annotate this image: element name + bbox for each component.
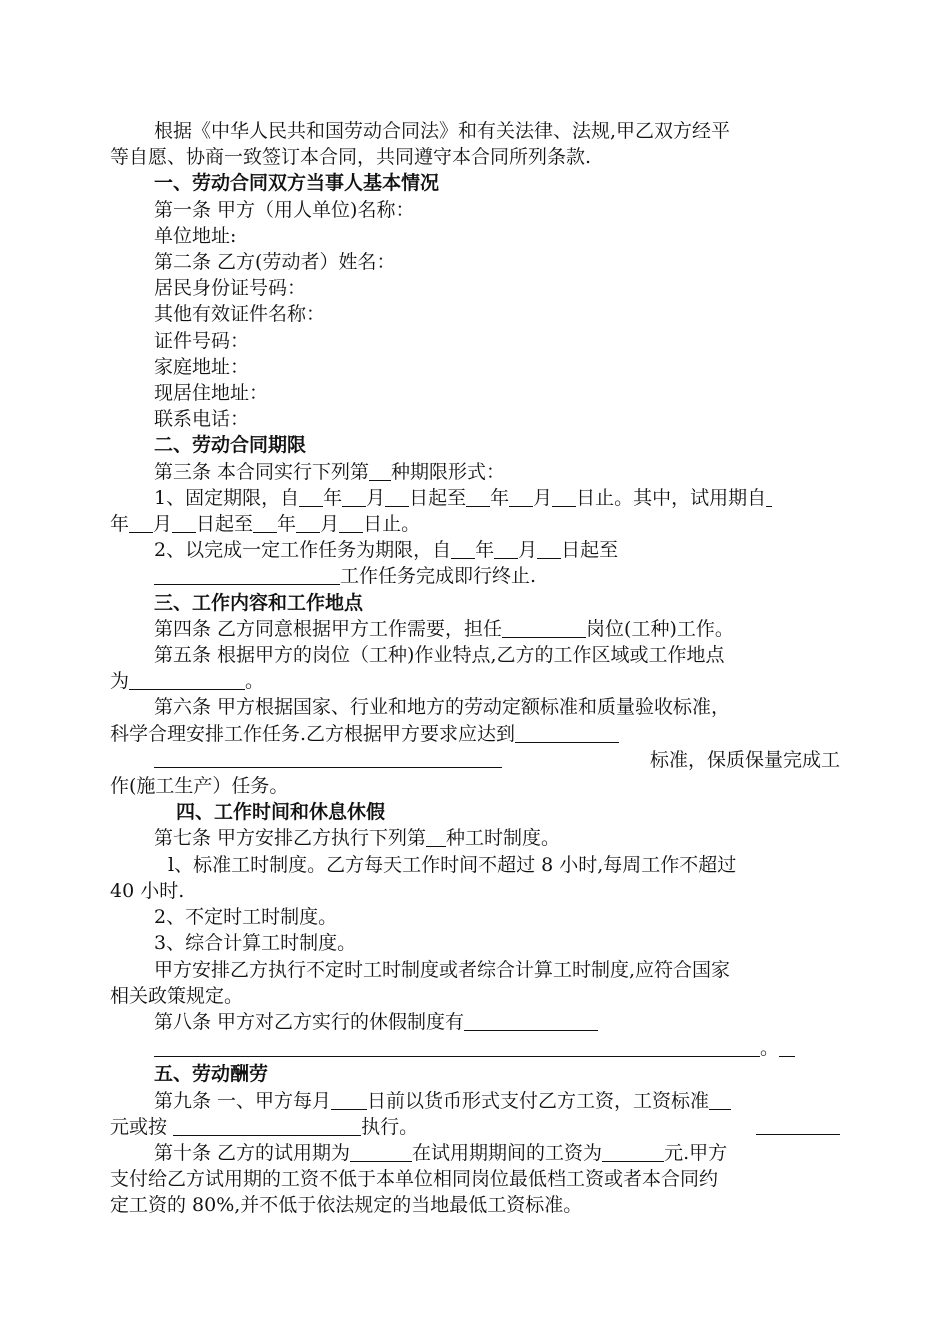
- start-day-blank[interactable]: [385, 486, 409, 507]
- cert-number-label: 证件号码：: [154, 329, 250, 352]
- article-10: 第十条 乙方的试用期为 在试用期期间的工资为 元.甲方: [154, 1141, 728, 1164]
- article-8: 第八条 甲方对乙方实行的休假制度有: [110, 1009, 840, 1035]
- task-term-line-2: 工作任务完成即行终止.: [110, 563, 840, 589]
- phone-label: 联系电话：: [154, 408, 250, 431]
- section-5-heading: 五、劳动酬劳: [154, 1063, 269, 1086]
- article-9-line-2: 元或按 执行。: [110, 1114, 840, 1140]
- article-5: 第五条 根据甲方的岗位（工种)作业特点,乙方的工作区域或工作地点: [154, 644, 725, 667]
- standard-blank-2[interactable]: [154, 747, 502, 768]
- position-blank[interactable]: [502, 617, 586, 638]
- contract-document: [110, 118, 840, 1219]
- probation-end-day-blank[interactable]: [339, 512, 363, 533]
- probation-month-blank[interactable]: [129, 512, 153, 533]
- payday-blank[interactable]: [331, 1089, 367, 1110]
- article-3: 第三条 本合同实行下列第 种期限形式：: [154, 460, 506, 483]
- section-3-heading: 三、工作内容和工作地点: [154, 591, 364, 614]
- article-7: 第七条 甲方安排乙方执行下列第 种工时制度。: [154, 827, 561, 850]
- section-2-heading: 二、劳动合同期限: [154, 434, 307, 457]
- standard-blank-1[interactable]: [515, 722, 619, 743]
- extra-blank[interactable]: [756, 1114, 840, 1135]
- working-hours-type-blank[interactable]: [426, 826, 446, 847]
- task-term-line-1: 2、以完成一定工作任务为期限，自 年 月 日起至: [154, 539, 619, 562]
- flexible-hours: 2、不定时工时制度。: [154, 906, 338, 929]
- section-1-heading: 一、劳动合同双方当事人基本情况: [154, 172, 440, 195]
- task-month-blank[interactable]: [494, 538, 518, 559]
- article-10-line-2: 支付给乙方试用期的工资不低于本单位相同岗位最低档工资或者本合同约: [110, 1168, 719, 1191]
- article-4: 第四条 乙方同意根据甲方工作需要，担任 岗位(工种)工作。: [154, 617, 734, 640]
- end-month-blank[interactable]: [509, 486, 533, 507]
- article-9: 第九条 一、甲方每月 日前以货币形式支付乙方工资，工资标准: [110, 1088, 840, 1114]
- hours-note-line-2: 相关政策规定。: [110, 984, 244, 1007]
- employer-address-label: 单位地址:: [154, 224, 237, 247]
- term-type-blank[interactable]: [369, 460, 391, 481]
- article-6-line-3: 标准，保质保量完成工: [110, 747, 840, 773]
- article-8-line-2: 。: [110, 1035, 840, 1061]
- fixed-term-line-1: 1、固定期限，自 年 月 日起至 年 月 日止。其中，试用期自: [110, 485, 840, 511]
- current-address-label: 现居住地址：: [154, 382, 269, 405]
- hours-note: 甲方安排乙方执行不定时工时制度或者综合计算工时制度,应符合国家: [154, 958, 731, 981]
- fixed-term-line-2: 年 月 日起至 年 月 日止。: [110, 513, 421, 536]
- article-10-line-3: 定工资的 80%,并不低于依法规定的当地最低工资标准。: [110, 1194, 583, 1217]
- probation-start-blank[interactable]: [766, 486, 772, 507]
- start-year-blank[interactable]: [299, 486, 323, 507]
- intro-line-2: 等自愿、协商一致签订本合同，共同遵守本合同所列条款.: [110, 146, 592, 169]
- task-name-blank[interactable]: [154, 564, 340, 585]
- standard-hours-line-2: 40 小时.: [110, 879, 185, 902]
- leave-policy-blank-2[interactable]: [154, 1036, 760, 1057]
- probation-day-blank[interactable]: [172, 512, 196, 533]
- leave-policy-blank-1[interactable]: [464, 1010, 598, 1031]
- start-month-blank[interactable]: [342, 486, 366, 507]
- work-location-blank[interactable]: [129, 669, 245, 690]
- standard-hours: l、标准工时制度。乙方每天工作时间不超过 8 小时,每周工作不超过: [168, 853, 737, 876]
- end-year-blank[interactable]: [466, 486, 490, 507]
- home-address-label: 家庭地址：: [154, 355, 250, 378]
- probation-end-year-blank[interactable]: [253, 512, 277, 533]
- wage-basis-blank[interactable]: [173, 1115, 361, 1136]
- probation-wage-blank[interactable]: [602, 1141, 664, 1162]
- article-1: 第一条 甲方（用人单位)名称：: [154, 198, 415, 221]
- other-cert-label: 其他有效证件名称：: [154, 303, 326, 326]
- comprehensive-hours: 3、综合计算工时制度。: [154, 932, 357, 955]
- probation-end-month-blank[interactable]: [296, 512, 320, 533]
- article-5-line-2: 为 。: [110, 670, 265, 693]
- section-4-heading: 四、工作时间和休息休假: [176, 801, 386, 824]
- task-day-blank[interactable]: [537, 538, 561, 559]
- id-number-label: 居民身份证号码：: [154, 277, 307, 300]
- intro-line-1: 根据《中华人民共和国劳动合同法》和有关法律、法规,甲乙双方经平: [154, 120, 731, 142]
- article-2: 第二条 乙方(劳动者）姓名：: [154, 251, 396, 274]
- task-year-blank[interactable]: [451, 538, 475, 559]
- article-6-line-2: 科学合理安排工作任务.乙方根据甲方要求应达到: [110, 721, 840, 747]
- probation-period-blank[interactable]: [350, 1141, 412, 1162]
- end-day-blank[interactable]: [552, 486, 576, 507]
- article-6-line-4: 作(施工生产）任务。: [110, 775, 289, 798]
- article-6: 第六条 甲方根据国家、行业和地方的劳动定额标准和质量验收标准，: [154, 696, 731, 719]
- wage-standard-blank[interactable]: [709, 1089, 731, 1110]
